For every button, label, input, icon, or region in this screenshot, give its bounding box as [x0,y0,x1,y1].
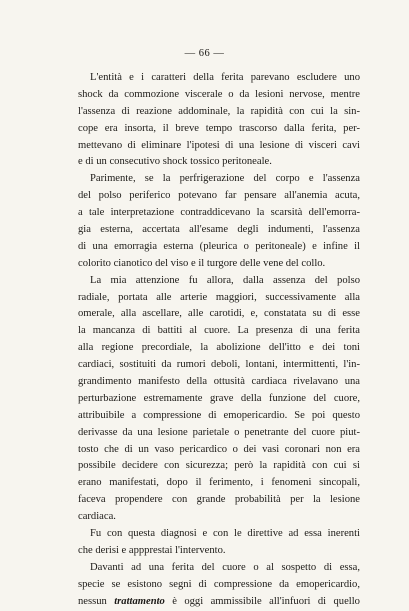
text-line: colorito cianotico del viso e il turgore delle vene del collo. [78,257,326,269]
text-line: tosto che di un vaso pericardico o dei vasi coronari non era [78,443,360,455]
text-line: cardiaci, sostituiti da rumori deboli, lontani, intermittenti, l'in- [78,359,360,371]
text-line: attribuibile a compressione di emopericardio. Se poi questo [78,409,360,421]
text-line: mettevano di eliminare l'ipotesi di una lesione di visceri cavi [78,139,360,151]
paragraph-4 [78,526,360,560]
emphasized-word: trattamento [114,595,165,607]
text-line: Parimente, se la perfrigerazione del corpo e l'assenza [90,173,360,185]
text-line: alla regione precordiale, la abolizione dell'itto e dei toni [78,342,360,354]
text-line: erano manifestati, dopo il ferimento, i fenomeni sincopali, [78,477,360,489]
paragraph-5 [78,560,360,611]
text-line: la mancanza di battiti al cuore. La presenza di una ferita [78,325,360,337]
text-line: shock da commozione viscerale o da lesioni nervose, mentre [78,88,360,100]
text-line: omerale, alla ascellare, alle carotidi, e, constatata su di esse [78,308,360,320]
text-line: di una emorragia esterna (pleurica o peritoneale) e infine il [78,240,360,252]
text-line: specie se esistono segni di compressione da emopericardio, [78,578,360,590]
paragraph-2 [78,171,360,272]
text-line: Davanti ad una ferita del cuore o al sospetto di essa, [90,561,360,573]
text-line-emphasis [78,594,360,611]
text-fragment: nessun [78,595,115,607]
text-line: cope era insorta, il breve tempo trascorso dalla ferita, per- [78,122,360,134]
text-line: L'entità e i caratteri della ferita parevano escludere uno [90,72,360,83]
paragraph-3 [78,273,360,526]
text-line: e di un consecutivo shock tossico peritoneale. [78,156,272,168]
text-line: possibile decidere con sicurezza; però la rapidità con cui si [78,460,360,472]
text-fragment: è oggi ammissibile all'infuori di quello [164,595,360,607]
text-line: faceva propendere con grande probabilità per la lesione [78,494,360,506]
paragraph-1 [78,70,360,171]
text-line: grandimento manifesto della ottusità cardiaca rivelavano una [78,376,360,388]
text-line: radiale, portata alle arterie maggiori, successivamente alla [78,291,360,303]
text-line: Fu con questa diagnosi e con le direttive ad essa inerenti [90,528,360,540]
text-line: che derisi e appprestai l'intervento. [78,544,226,556]
text-line: perturbazione estremamente grave della funzione del cuore, [78,392,360,404]
text-line: del polso periferico potevano far pensare all'anemia acuta, [78,190,360,202]
text-line: gia esterna, accertata all'esame degli indumenti, l'assenza [78,224,360,236]
text-line: derivasse da una lesione parietale o penetrante del cuore piut- [78,426,360,438]
text-line: La mia attenzione fu allora, dalla assenza del polso [90,274,360,286]
text-line: l'assenza di reazione addominale, la rapidità con cui la sin- [78,105,360,117]
body-text [78,70,360,611]
text-line: a tale interpretazione contraddicevano la scarsità dell'emorra- [78,207,360,219]
text-line: cardiaca. [78,511,116,523]
page-number: — 66 — [184,48,225,59]
